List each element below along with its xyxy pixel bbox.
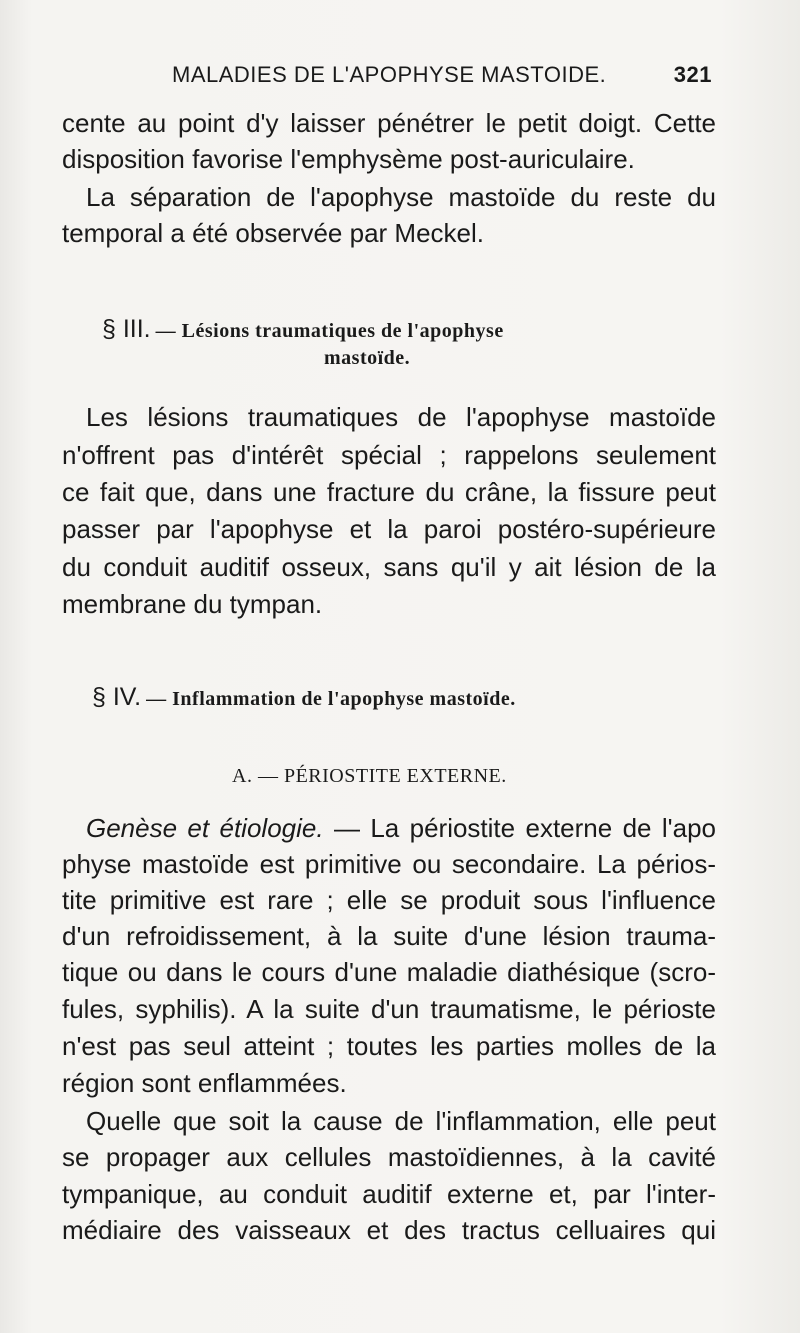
running-header	[172, 62, 712, 88]
text-line: du conduit auditif osseux, sans qu'il y ait lésion de la	[62, 552, 716, 582]
section-heading-3	[102, 315, 504, 344]
section-number: § IV.	[92, 683, 142, 711]
text-line: tympanique, au conduit auditif externe et, par l'inter-	[62, 1179, 716, 1209]
page-number: 321	[673, 62, 712, 87]
section-number: § III.	[102, 315, 151, 343]
text-line: région sont enflammées.	[62, 1068, 347, 1098]
text-line: temporal a été observée par Meckel.	[62, 218, 484, 248]
text-line: se propager aux cellules mastoïdiennes, à la cavité	[62, 1142, 716, 1172]
section-title: — Lésions traumatiques de l'apophyse	[155, 320, 504, 342]
text-line: d'un refroidissement, à la suite d'une lésion trauma-	[62, 921, 716, 951]
text-line-first	[86, 813, 716, 843]
section-title: mastoïde.	[324, 347, 411, 369]
text-line: membrane du tympan.	[62, 589, 323, 619]
text-line: Quelle que soit la cause de l'inflammation, elle peut	[86, 1106, 716, 1136]
subsection-title: A. — PÉRIOSTITE EXTERNE.	[232, 765, 507, 787]
text-line: physe mastoïde est primitive ou secondaire. La périos-	[62, 849, 716, 879]
text-line: tique ou dans le cours d'une maladie diathésique (scro-	[62, 957, 716, 987]
running-title: MALADIES DE L'APOPHYSE MASTOIDE.	[172, 62, 607, 87]
section-heading-3-cont	[324, 347, 410, 370]
text-line: n'offrent pas d'intérêt spécial ; rappelons seulement	[62, 440, 716, 470]
text-line: tite primitive est rare ; elle se produit sous l'influence	[62, 885, 716, 915]
text-line: La séparation de l'apophyse mastoïde du reste du	[86, 182, 716, 212]
text-line: disposition favorise l'emphysème post-auriculaire.	[62, 144, 635, 174]
text-line: cente au point d'y laisser pénétrer le petit doigt. Cette	[62, 108, 716, 138]
section-title: — Inflammation de l'apophyse mastoïde.	[146, 688, 516, 710]
text-run: — La périostite externe de l'apo	[323, 813, 716, 843]
text-line: passer par l'apophyse et la paroi postéro-supérieure	[62, 514, 716, 544]
italic-lead: Genèse et étiologie.	[86, 813, 324, 843]
text-line: ce fait que, dans une fracture du crâne, la fissure peut	[62, 477, 716, 507]
text-line: médiaire des vaisseaux et des tractus celluaires qui	[62, 1215, 716, 1245]
text-line: Les lésions traumatiques de l'apophyse mastoïde	[86, 402, 716, 432]
text-line: n'est pas seul atteint ; toutes les parties molles de la	[62, 1031, 716, 1061]
section-heading-4	[92, 683, 516, 712]
text-line: fules, syphilis). A la suite d'un traumatisme, le périoste	[62, 994, 716, 1024]
